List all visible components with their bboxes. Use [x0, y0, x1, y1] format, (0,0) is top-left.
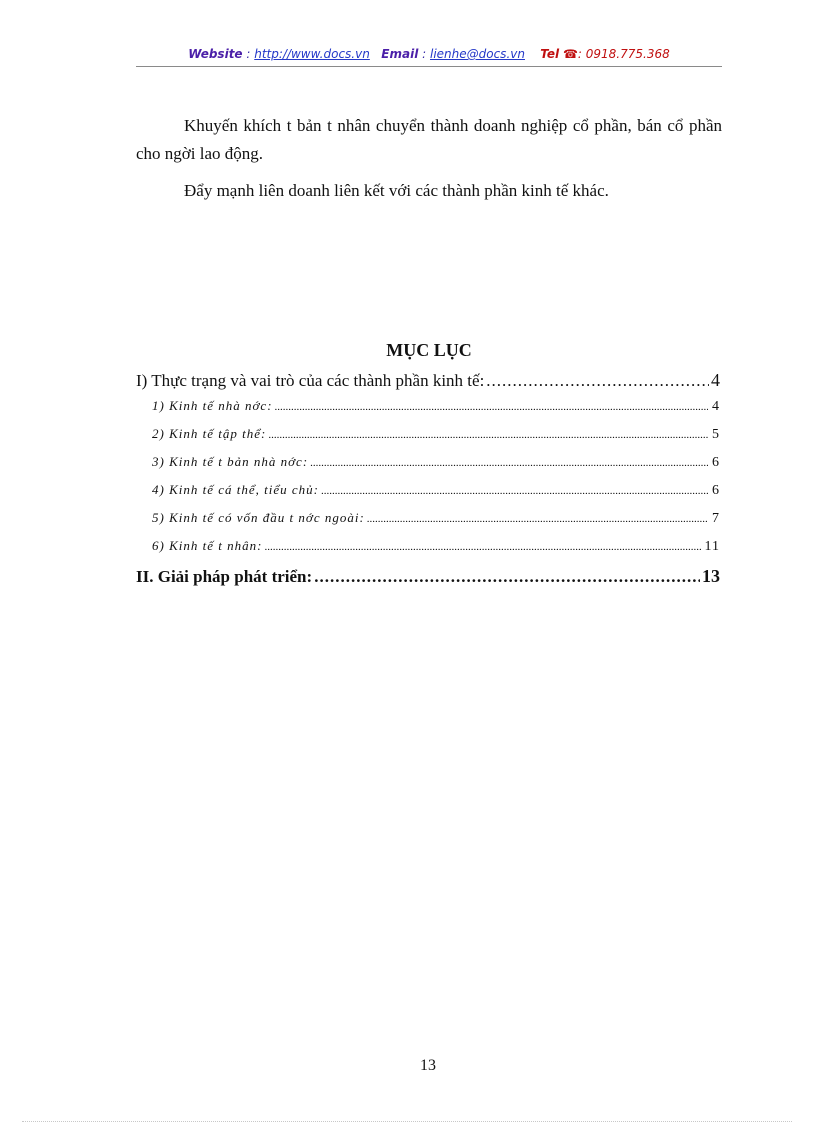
toc-leader-dots — [314, 567, 700, 587]
toc-entry-page: 13 — [702, 566, 720, 586]
toc-leader-dots — [321, 485, 708, 497]
toc-entry-label: 6) Kinh tế t nhân: — [152, 538, 263, 553]
page-bottom-border — [22, 1121, 792, 1122]
body-paragraph-2: Đẩy mạnh liên doanh liên kết với các thành phần kinh tế khác. — [184, 181, 609, 200]
phone-icon: ☎ — [562, 47, 578, 61]
table-of-contents — [136, 370, 720, 594]
toc-entry-1-3[interactable] — [136, 454, 720, 482]
toc-entry-page: 5 — [712, 427, 720, 442]
toc-leader-dots — [486, 371, 709, 391]
email-link[interactable]: lienhe@docs.vn — [429, 47, 525, 61]
toc-entry-1-6[interactable] — [136, 538, 720, 566]
website-link[interactable]: http://www.docs.vn — [254, 47, 370, 61]
toc-entry-page: 4 — [712, 399, 720, 414]
toc-entry-1-5[interactable] — [136, 510, 720, 538]
toc-leader-dots — [268, 429, 708, 441]
website-separator: : — [242, 47, 255, 61]
toc-entry-page: 11 — [704, 539, 720, 554]
toc-entry-page: 6 — [712, 483, 720, 498]
tel-value: : 0918.775.368 — [577, 47, 670, 61]
header-divider — [136, 66, 722, 67]
page-header — [136, 47, 722, 67]
toc-entry-1-1[interactable] — [136, 398, 720, 426]
toc-entry-page: 7 — [712, 511, 720, 526]
email-separator: : — [418, 47, 430, 61]
toc-entry-label: I) Thực trạng và vai trò của các thành phần kinh tế: — [136, 371, 485, 390]
body-paragraph-1: Khuyến khích t bản t nhân chuyển thành doanh nghiệp cổ phần, bán cổ phần cho ngời lao động. — [136, 116, 722, 163]
toc-entry-label: 4) Kinh tế cá thể, tiểu chủ: — [152, 482, 319, 497]
tel-label: Tel — [540, 47, 560, 61]
toc-leader-dots — [275, 401, 708, 413]
toc-entry-label: 1) Kinh tế nhà nớc: — [152, 398, 273, 413]
page-number: 13 — [420, 1057, 436, 1074]
toc-entry-section-1[interactable] — [136, 370, 720, 398]
toc-entry-label: II. Giải pháp phát triển: — [136, 567, 313, 586]
toc-leader-dots — [367, 513, 708, 525]
toc-entry-section-2[interactable] — [136, 566, 720, 594]
website-label: Website — [188, 47, 243, 61]
toc-entry-1-4[interactable] — [136, 482, 720, 510]
toc-leader-dots — [310, 457, 708, 469]
email-label: Email — [381, 47, 419, 61]
toc-entry-label: 3) Kinh tế t bản nhà nớc: — [152, 454, 309, 469]
toc-leader-dots — [264, 541, 700, 553]
toc-entry-label: 2) Kinh tế tập thể: — [152, 426, 267, 441]
toc-entry-page: 6 — [712, 455, 720, 470]
toc-title: MỤC LỤC — [386, 340, 472, 360]
toc-entry-label: 5) Kinh tế có vốn đầu t nớc ngoài: — [152, 510, 365, 525]
toc-entry-page: 4 — [711, 370, 720, 390]
toc-entry-1-2[interactable] — [136, 426, 720, 454]
